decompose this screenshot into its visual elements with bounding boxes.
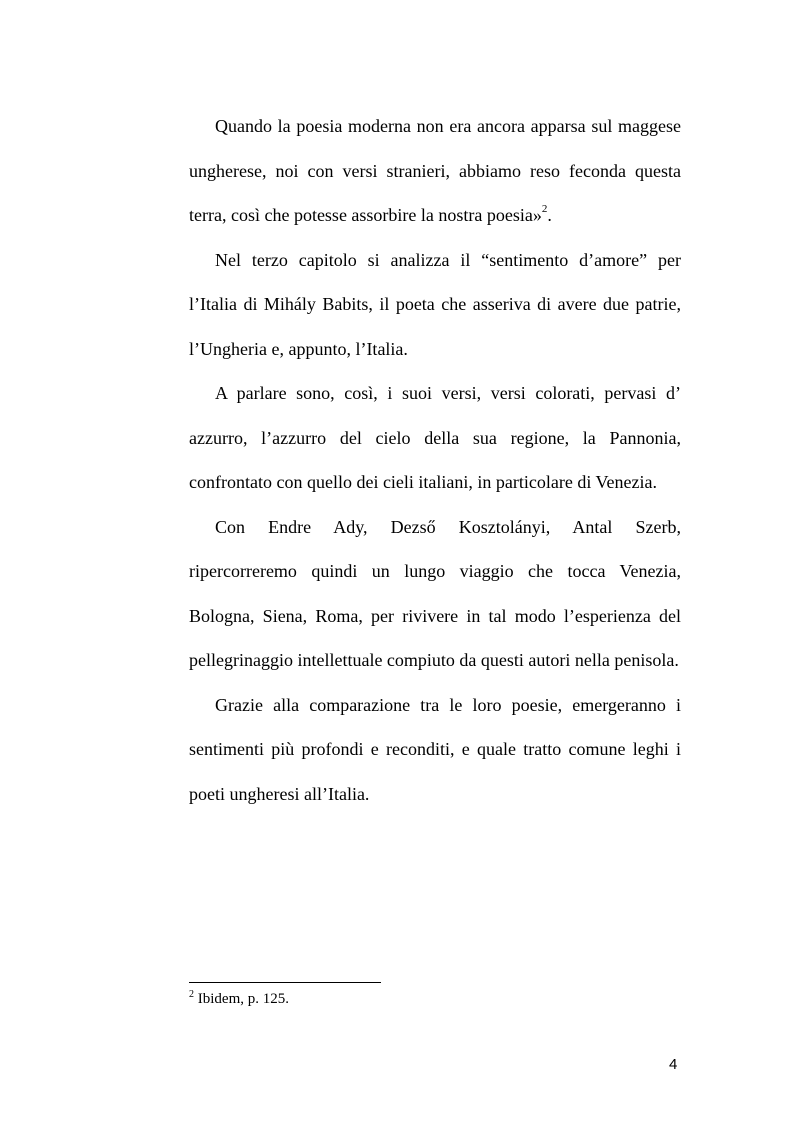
paragraph-4: Con Endre Ady, Dezső Kosztolányi, Antal Szerb, ripercorreremo quindi un lungo viaggio che tocca Venezia, Bologna, Siena, Roma, per rivivere in tal modo l’esperienza del pellegrinaggio intellettuale compiuto da questi autori nella penisola.: [189, 516, 681, 670]
paragraph-3: A parlare sono, così, i suoi versi, versi colorati, pervasi d’ azzurro, l’azzurro del cielo della sua regione, la Pannonia, confrontato con quello dei cieli italiani, in particolare di Venezia.: [189, 383, 681, 492]
footnote-number: 2: [189, 989, 194, 1000]
page-number: 4: [669, 1056, 678, 1073]
footnote-text: Ibidem, p. 125.: [194, 991, 289, 1007]
paragraph-2: Nel terzo capitolo si analizza il “sentimento d’amore” per l’Italia di Mihály Babits, il poeta che asseriva di avere due patrie, l’Ungheria e, appunto, l’Italia.: [189, 249, 681, 359]
paragraph-1-text: Quando la poesia moderna non era ancora apparsa sul maggese ungherese, noi con versi stranieri, abbiamo reso feconda questa terra, così che potesse assorbire la nostra poesia»: [189, 116, 681, 225]
footnote-separator: [189, 982, 381, 983]
paragraph-5: Grazie alla comparazione tra le loro poesie, emergeranno i sentimenti più profondi e reconditi, e quale tratto comune leghi i poeti ungheresi all’Italia.: [189, 694, 681, 804]
paragraph-1-end: .: [547, 205, 552, 225]
body-text: [189, 104, 681, 816]
footnote-reference: 2: [541, 203, 548, 215]
footnote: [189, 989, 289, 1009]
paragraph-1: [189, 104, 681, 238]
